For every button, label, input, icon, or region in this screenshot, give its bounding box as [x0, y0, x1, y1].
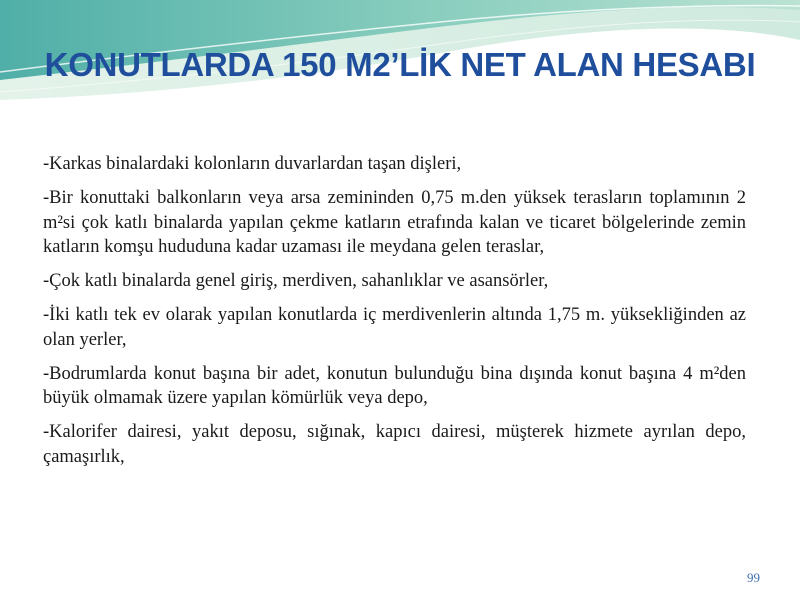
page-number: 99	[747, 570, 760, 585]
slide-title: KONUTLARDA 150 M2’LİK NET ALAN HESABI	[44, 46, 756, 83]
paragraph: -Bodrumlarda konut başına bir adet, konutun bulunduğu bina dışında konut başına 4 m²den büyük olmamak üzere yapılan kömürlük veya depo,	[43, 363, 746, 408]
paragraph: -Karkas binalardaki kolonların duvarlardan taşan dişleri,	[43, 154, 462, 174]
slide-body	[43, 152, 746, 479]
paragraph: -İki katlı tek ev olarak yapılan konutlarda iç merdivenlerin altında 1,75 m. yüksekliğinden az olan yerler,	[43, 305, 746, 350]
paragraph: -Bir konuttaki balkonların veya arsa zemininden 0,75 m.den yüksek terasların toplamının 2 m²si çok katlı binalarda yapılan çekme katların etrafında kalan ve ticaret bölgelerinde zemin katların komşu hududuna kadar uzaması ile meydana gelen teraslar,	[43, 188, 746, 257]
paragraph: -Kalorifer dairesi, yakıt deposu, sığınak, kapıcı dairesi, müşterek hizmete ayrılan depo, çamaşırlık,	[43, 422, 746, 467]
paragraph: -Çok katlı binalarda genel giriş, merdiven, sahanlıklar ve asansörler,	[43, 271, 549, 291]
